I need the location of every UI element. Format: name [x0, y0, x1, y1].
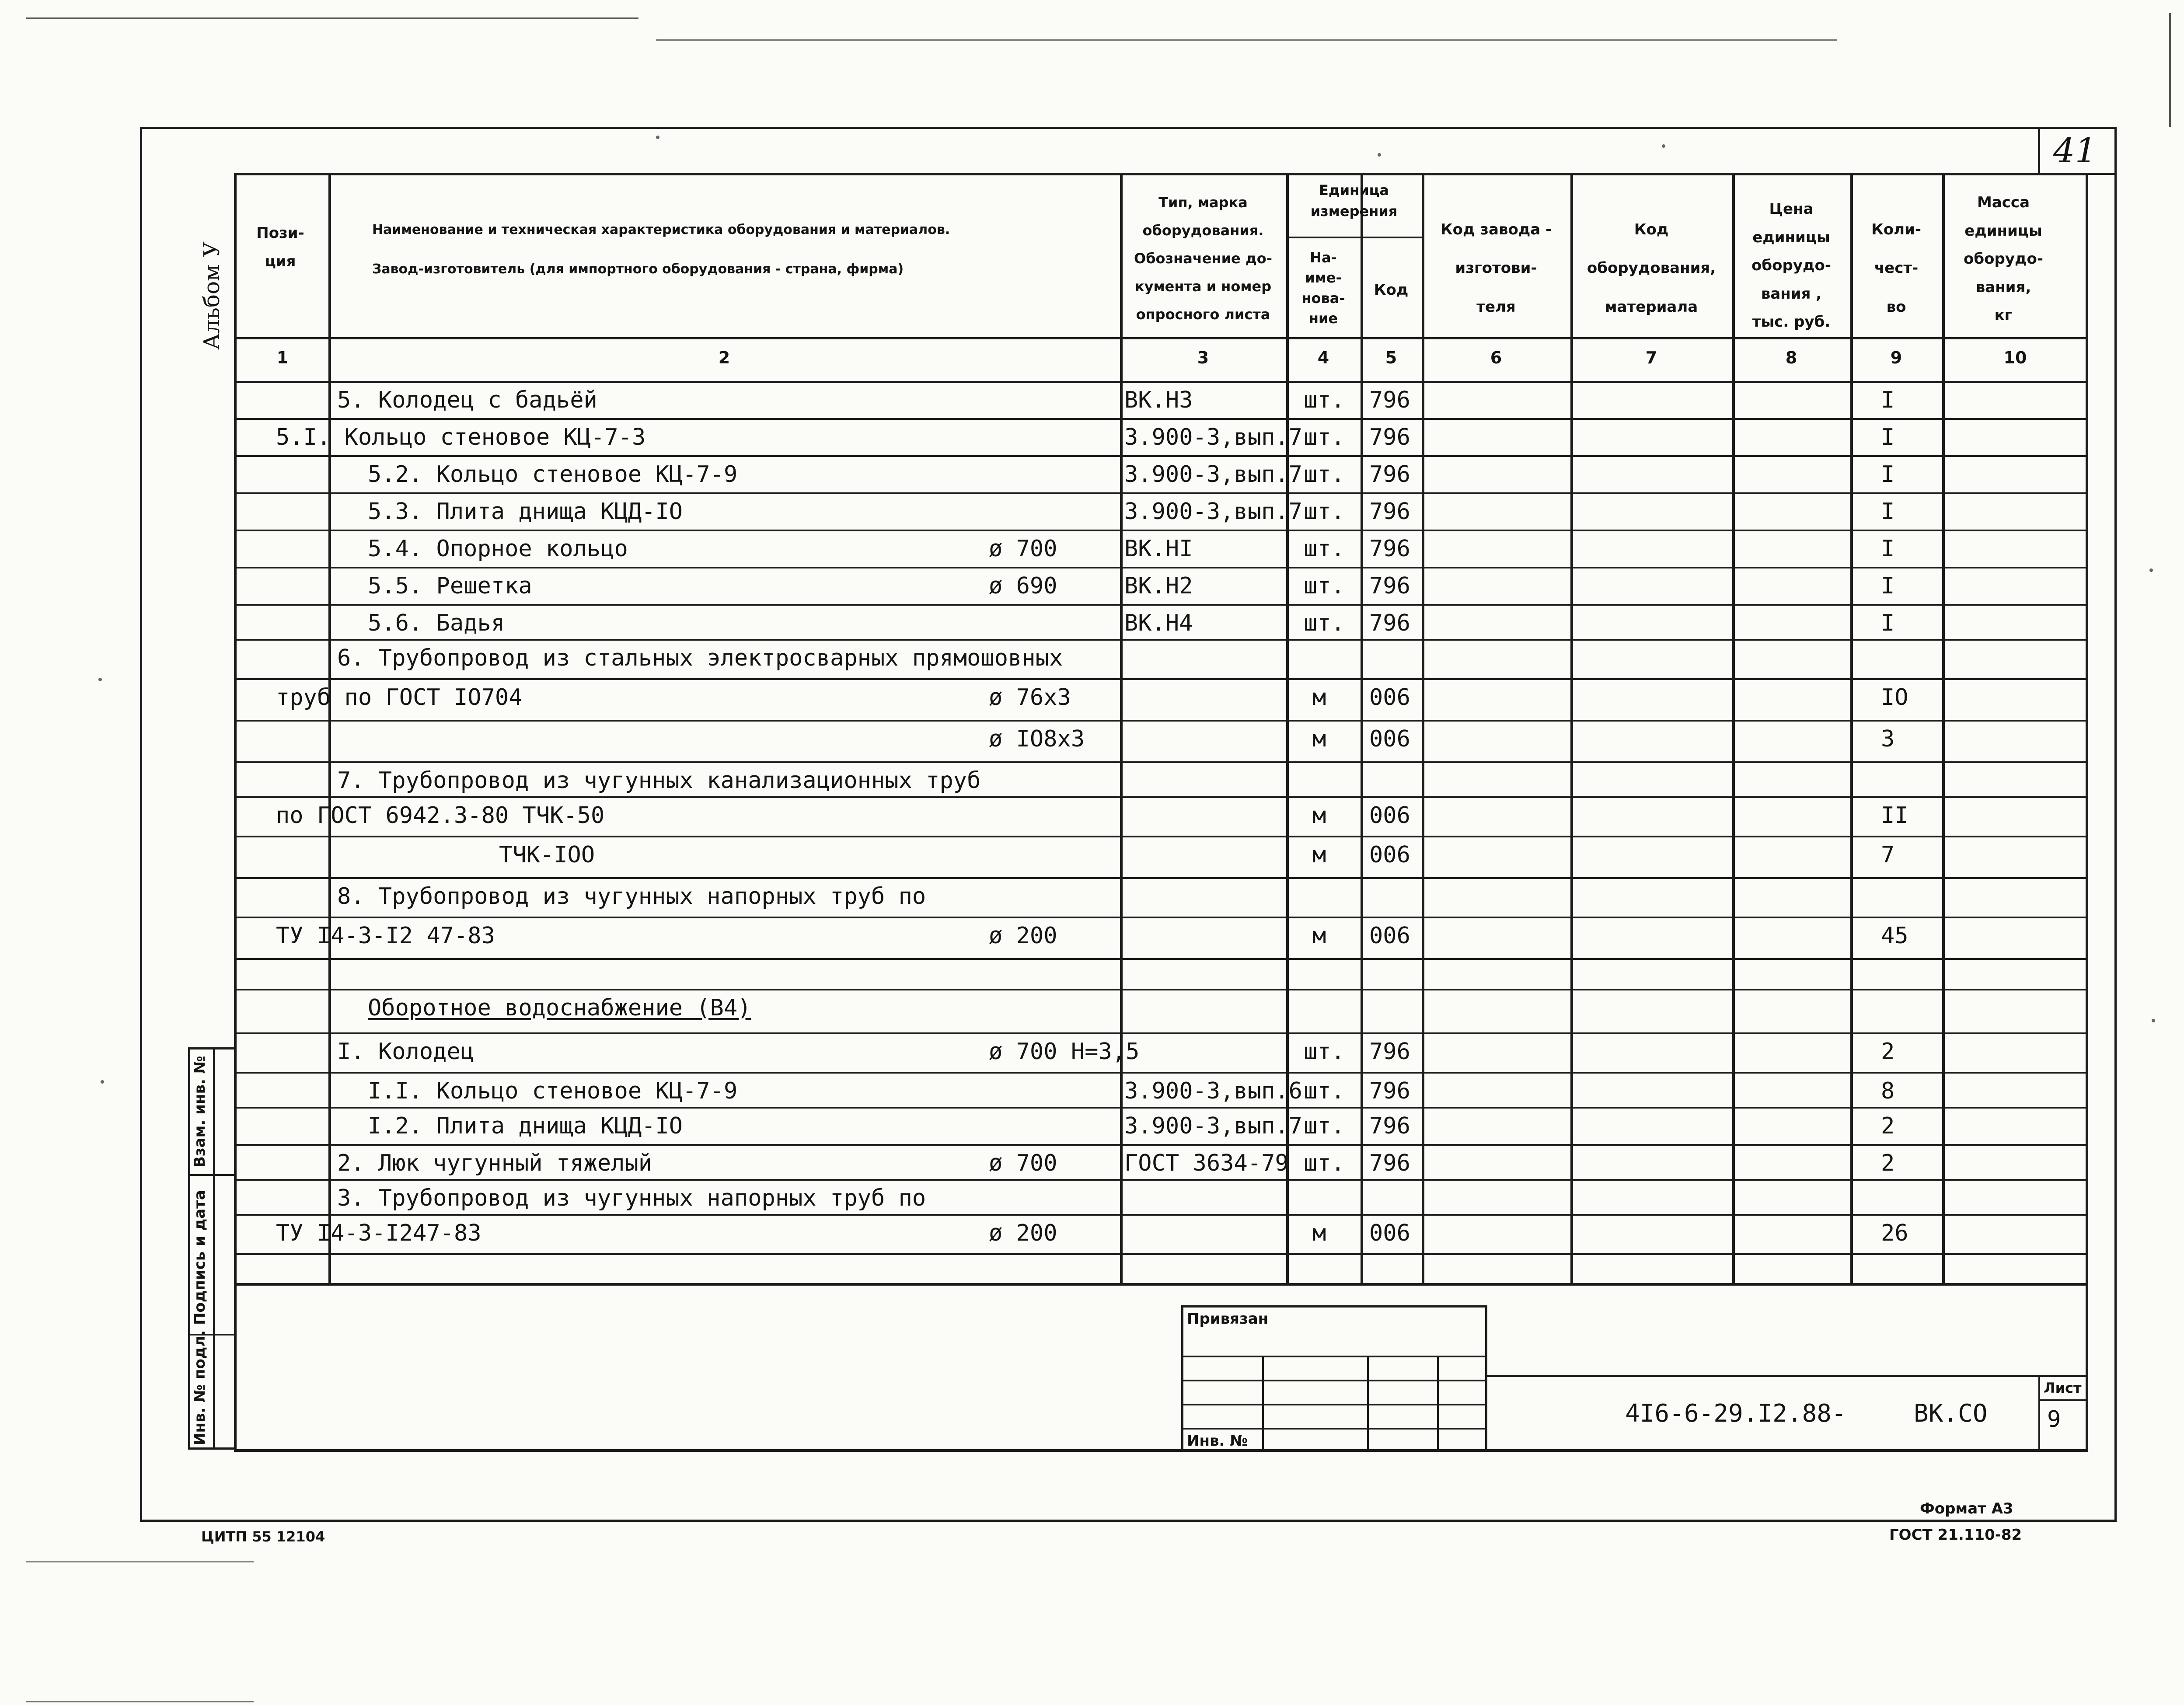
row-name: 5.6. Бадья [368, 610, 505, 636]
row-quantity: 8 [1881, 1078, 1895, 1104]
row-unit-code: 796 [1369, 1113, 1410, 1139]
row-diameter-spec: ø 690 [989, 573, 1057, 599]
header-col9: Коли- чест- во [1871, 221, 1921, 316]
row-name: 5.5. Решетка [368, 573, 532, 599]
header-col6: Код завода - изготови- теля [1440, 221, 1552, 316]
row-name: 5.2. Кольцо стеновое КЦ-7-9 [368, 461, 738, 488]
column-number-row-line [237, 381, 2088, 383]
column-divider [1942, 175, 1945, 1284]
sheet-label: Лист [2044, 1380, 2082, 1396]
row-name: I.I. Кольцо стеновое КЦ-7-9 [368, 1078, 738, 1104]
privyazan-line [1183, 1404, 1485, 1405]
row-unit-code: 006 [1369, 1220, 1410, 1246]
row-name: по ГОСТ 6942.3-80 ТЧК-50 [276, 802, 605, 829]
row-diameter-spec: ø 700 [989, 1150, 1057, 1176]
row-divider [237, 1107, 2088, 1109]
row-unit-code: 006 [1369, 842, 1410, 868]
row-diameter-spec: ø 200 [989, 923, 1057, 949]
sheet-number: 9 [2047, 1406, 2061, 1433]
row-name: труб по ГОСТ IO704 [276, 684, 523, 711]
document-mark: ВК.СО [1914, 1399, 1988, 1428]
row-quantity: I [1881, 536, 1895, 562]
row-type-mark: 3.900-3,вып.7 [1124, 424, 1302, 450]
row-unit: шт. [1304, 573, 1345, 599]
row-unit: шт. [1304, 461, 1345, 488]
header-bottom-line [237, 337, 2088, 339]
row-type-mark: 3.900-3,вып.7 [1124, 461, 1302, 488]
row-unit: шт. [1304, 1039, 1345, 1065]
row-unit-code: 796 [1369, 1039, 1410, 1065]
scan-speck [2149, 568, 2153, 572]
row-unit-code: 796 [1369, 424, 1410, 450]
row-diameter-spec: ø 76х3 [989, 684, 1071, 711]
scan-speck [1662, 144, 1665, 148]
row-quantity: 7 [1881, 842, 1895, 868]
title-block-line [1487, 1375, 2086, 1377]
row-name: 5.4. Опорное кольцо [368, 536, 628, 562]
row-unit: шт. [1304, 424, 1345, 450]
row-diameter-spec: ø 200 [989, 1220, 1057, 1246]
corner-number-box [2038, 127, 2117, 175]
row-unit-code: 006 [1369, 684, 1410, 711]
row-quantity: I [1881, 461, 1895, 488]
privyazan-vline [1367, 1356, 1369, 1452]
row-divider [237, 455, 2088, 457]
header-col7: Код оборудования, материала [1587, 221, 1716, 316]
row-diameter-spec: ø IO8х3 [989, 726, 1085, 752]
column-divider [1422, 175, 1424, 1284]
row-type-mark: ГОСТ 3634-79 [1124, 1150, 1289, 1176]
header-col5: Код [1374, 281, 1409, 299]
row-quantity: 3 [1881, 726, 1895, 752]
album-label: Альбом У [199, 241, 224, 350]
row-divider [237, 836, 2088, 837]
row-divider [237, 1072, 2088, 1074]
unit-group-divider [1286, 237, 1422, 238]
row-name: I. Колодец [337, 1039, 474, 1065]
column-number: 2 [718, 348, 730, 367]
row-unit: м [1312, 1220, 1326, 1246]
row-divider [237, 604, 2088, 606]
row-unit-code: 796 [1369, 1078, 1410, 1104]
scan-artifact-line [26, 17, 638, 19]
row-quantity: I [1881, 424, 1895, 450]
stamp-divider [190, 1174, 234, 1176]
row-unit-code: 796 [1369, 387, 1410, 413]
row-type-mark: 3.900-3,вып.7 [1124, 1113, 1302, 1139]
sheet-box-line [2038, 1375, 2040, 1452]
privyazan-vline [1262, 1356, 1264, 1452]
row-name: 6. Трубопровод из стальных электросварных прямошовных [337, 645, 1063, 671]
row-divider [237, 418, 2088, 420]
column-divider [1732, 175, 1735, 1284]
column-divider [1361, 175, 1363, 1284]
row-name: ТЧК-IOO [499, 842, 595, 868]
column-number: 5 [1385, 348, 1397, 367]
row-name: 5.3. Плита днища КЦД-IO [368, 499, 683, 525]
row-quantity: 2 [1881, 1039, 1895, 1065]
row-divider [237, 720, 2088, 722]
row-quantity: 2 [1881, 1150, 1895, 1176]
row-unit: м [1312, 684, 1326, 711]
row-divider [237, 1214, 2088, 1216]
row-name: Оборотное водоснабжение (В4) [368, 995, 751, 1021]
stamp-divider [213, 1049, 215, 1447]
sheet-corner-number: 41 [2053, 131, 2097, 171]
row-name: ТУ I4-3-I247-83 [276, 1220, 481, 1246]
header-col8: Цена единицы оборудо- вания , тыс. руб. [1751, 200, 1831, 331]
row-divider [237, 989, 2088, 990]
row-quantity: I [1881, 610, 1895, 636]
row-unit-code: 796 [1369, 536, 1410, 562]
row-unit: м [1312, 923, 1326, 949]
privyazan-line [1183, 1428, 1485, 1430]
row-quantity: 26 [1881, 1220, 1908, 1246]
row-divider [237, 678, 2088, 680]
row-divider [237, 530, 2088, 531]
column-number: 10 [2003, 348, 2027, 367]
scan-artifact-line [2169, 13, 2171, 127]
title-block [234, 1283, 2088, 1452]
row-name: 2. Люк чугунный тяжелый [337, 1150, 652, 1176]
column-number: 7 [1645, 348, 1657, 367]
footer-print-code: ЦИТП 55 12104 [201, 1528, 325, 1545]
sheet-box-line [2038, 1399, 2086, 1401]
row-quantity: II [1881, 802, 1908, 829]
row-type-mark: ВК.Н4 [1124, 610, 1193, 636]
column-number: 4 [1317, 348, 1329, 367]
scan-speck [1378, 153, 1381, 157]
row-name: 5. Колодец с бадьёй [337, 387, 597, 413]
row-divider [237, 1144, 2088, 1146]
row-unit-code: 796 [1369, 499, 1410, 525]
privyazan-line [1183, 1380, 1485, 1381]
row-name: 7. Трубопровод из чугунных канализационных труб [337, 767, 981, 794]
row-divider [237, 492, 2088, 494]
row-unit-code: 796 [1369, 610, 1410, 636]
privyazan-vline [1437, 1356, 1439, 1452]
column-number: 6 [1490, 348, 1502, 367]
row-name: 3. Трубопровод из чугунных напорных труб по [337, 1185, 926, 1211]
header-col10: Масса единицы оборудо- вания, кг [1964, 194, 2043, 324]
privyazan-line [1183, 1356, 1485, 1357]
row-unit: шт. [1304, 499, 1345, 525]
row-type-mark: 3.900-3,вып.7 [1124, 499, 1302, 525]
scan-artifact-line [656, 39, 1837, 41]
row-type-mark: ВК.Н2 [1124, 573, 1193, 599]
row-unit: шт. [1304, 610, 1345, 636]
stamp-podpis-label: Подпись и дата [191, 1190, 209, 1325]
column-number: 9 [1890, 348, 1902, 367]
row-unit: м [1312, 802, 1326, 829]
row-unit-code: 006 [1369, 923, 1410, 949]
row-diameter-spec: ø 700 Н=3,5 [989, 1039, 1140, 1065]
row-divider [237, 1253, 2088, 1255]
row-unit: м [1312, 842, 1326, 868]
row-quantity: 45 [1881, 923, 1908, 949]
scan-speck [101, 1080, 104, 1084]
header-unit-group: Единица измерения [1310, 182, 1398, 220]
header-col4: На- име- нова- ние [1301, 249, 1345, 327]
privyazan-label: Привязан [1187, 1310, 1269, 1328]
column-divider [1850, 175, 1853, 1284]
row-name: I.2. Плита днища КЦД-IO [368, 1113, 683, 1139]
row-quantity: I [1881, 387, 1895, 413]
row-type-mark: ВК.НЗ [1124, 387, 1193, 413]
column-number: 1 [276, 348, 289, 367]
privyazan-box [1181, 1305, 1487, 1452]
row-divider [237, 917, 2088, 918]
row-unit-code: 006 [1369, 802, 1410, 829]
footer-format: Формат А3 [1920, 1500, 2013, 1517]
row-unit: шт. [1304, 1113, 1345, 1139]
scan-artifact-line [26, 1701, 254, 1702]
row-unit-code: 796 [1369, 573, 1410, 599]
column-number: 3 [1197, 348, 1209, 367]
side-stamp [188, 1047, 236, 1450]
row-unit: шт. [1304, 1078, 1345, 1104]
row-unit: шт. [1304, 1150, 1345, 1176]
row-type-mark: ВК.НI [1124, 536, 1193, 562]
row-unit-code: 796 [1369, 1150, 1410, 1176]
column-divider [1120, 175, 1123, 1284]
row-quantity: IO [1881, 684, 1908, 711]
row-name: ТУ I4-3-I2 47-83 [276, 923, 495, 949]
header-col2: Наименование и техническая характеристика оборудования и материалов. Завод-изготовитель (для импортного оборудования - страна, фирма) [372, 222, 950, 277]
scan-artifact-line [26, 1561, 254, 1562]
inv-no-label: Инв. № [1187, 1432, 1248, 1450]
row-divider [237, 877, 2088, 879]
column-divider [1570, 175, 1573, 1284]
scan-speck [2152, 1019, 2155, 1022]
specification-table [234, 173, 2088, 1286]
document-code: 4I6-6-29.I2.88- [1625, 1399, 1846, 1428]
row-name: 5.I. Кольцо стеновое КЦ-7-3 [276, 424, 646, 450]
footer-gost: ГОСТ 21.110-82 [1889, 1526, 2022, 1544]
row-type-mark: 3.900-3,вып.6 [1124, 1078, 1302, 1104]
row-unit: шт. [1304, 536, 1345, 562]
column-number: 8 [1785, 348, 1797, 367]
row-unit-code: 006 [1369, 726, 1410, 752]
row-unit-code: 796 [1369, 461, 1410, 488]
row-unit: шт. [1304, 387, 1345, 413]
row-divider [237, 1179, 2088, 1181]
column-divider [328, 175, 331, 1284]
row-divider [237, 639, 2088, 641]
row-unit: м [1312, 726, 1326, 752]
header-col1: Пози- ция [256, 224, 304, 270]
row-quantity: 2 [1881, 1113, 1895, 1139]
row-name: 8. Трубопровод из чугунных напорных труб по [337, 883, 926, 910]
row-divider [237, 1032, 2088, 1034]
row-divider [237, 567, 2088, 568]
row-divider [237, 761, 2088, 763]
row-quantity: I [1881, 573, 1895, 599]
row-quantity: I [1881, 499, 1895, 525]
row-diameter-spec: ø 700 [989, 536, 1057, 562]
header-col3: Тип, марка оборудования. Обозначение до- кумента и номер опросного листа [1134, 194, 1272, 323]
row-divider [237, 958, 2088, 960]
scan-speck [98, 678, 102, 681]
row-divider [237, 796, 2088, 798]
stamp-vzam-label: Взам. инв. № [191, 1056, 209, 1168]
scan-speck [656, 136, 659, 139]
stamp-inv-label: Инв. № подл. [191, 1330, 209, 1445]
